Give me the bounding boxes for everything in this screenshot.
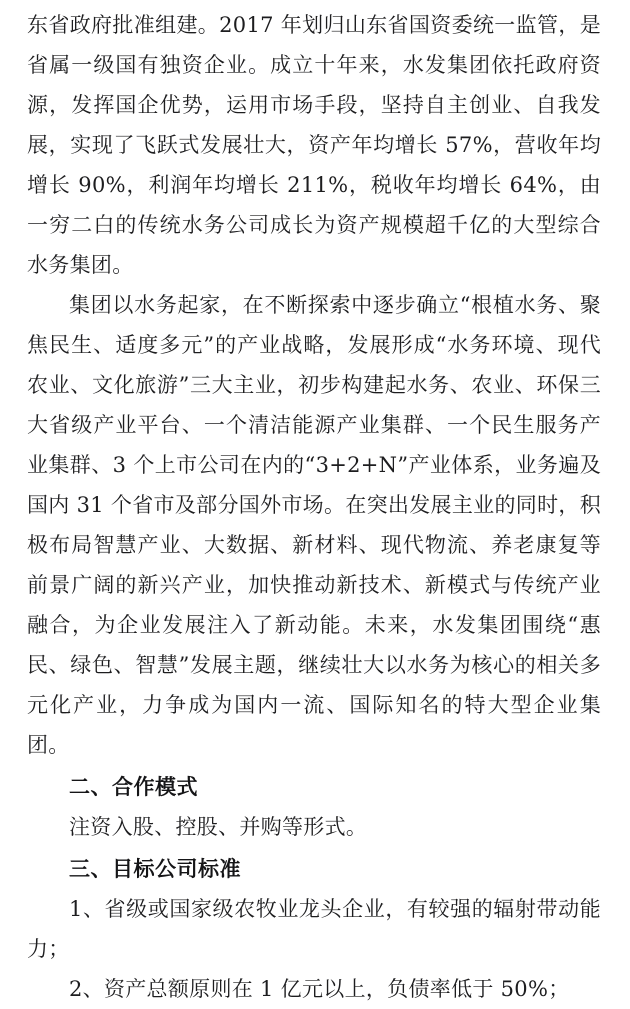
section-heading-cooperation-mode: 二、合作模式 — [69, 775, 198, 799]
list-item-criterion-2: 2、资产总额原则在 1 亿元以上，负债率低于 50%； — [69, 977, 570, 1001]
section-heading-target-company-criteria: 三、目标公司标准 — [69, 857, 241, 881]
paragraph-company-overview-continued: 东省政府批准组建。2017 年划归山东省国资委统一监管，是省属一级国有独资企业。成立十年来，水发集团依托政府资源，发挥国企优势，运用市场手段，坚持自主创业、自我发展，实现了飞跃式发展壮大，资产年均增长 57%，营收年均增长 90%，利润年均增长 211%，税收年均增长 64%，由一穷二白的传统水务公司成长为资产规模超千亿的大型综合水务集团。 — [27, 13, 601, 277]
paragraph-industry-strategy: 集团以水务起家，在不断探索中逐步确立“根植水务、聚焦民生、适度多元”的产业战略，发展形成“水务环境、现代农业、文化旅游”三大主业，初步构建起水务、农业、环保三大省级产业平台、一个清洁能源产业集群、一个民生服务产业集群、3 个上市公司在内的“3+2+N”产业体系，业务遍及国内 31 个省市及部分国外市场。在突出发展主业的同时，积极布局智慧产业、大数据、新材料、现代物流、养老康复等前景广阔的新兴产业，加快推动新技术、新模式与传统产业融合，为企业发展注入了新动能。未来，水发集团围绕“惠民、绿色、智慧”发展主题，继续壮大以水务为核心的相关多元化产业，力争成为国内一流、国际知名的特大型企业集团。 — [27, 293, 601, 757]
list-item-criterion-1: 1、省级或国家级农牧业龙头企业，有较强的辐射带动能力； — [27, 897, 601, 961]
paragraph-cooperation-forms: 注资入股、控股、并购等形式。 — [69, 815, 368, 839]
